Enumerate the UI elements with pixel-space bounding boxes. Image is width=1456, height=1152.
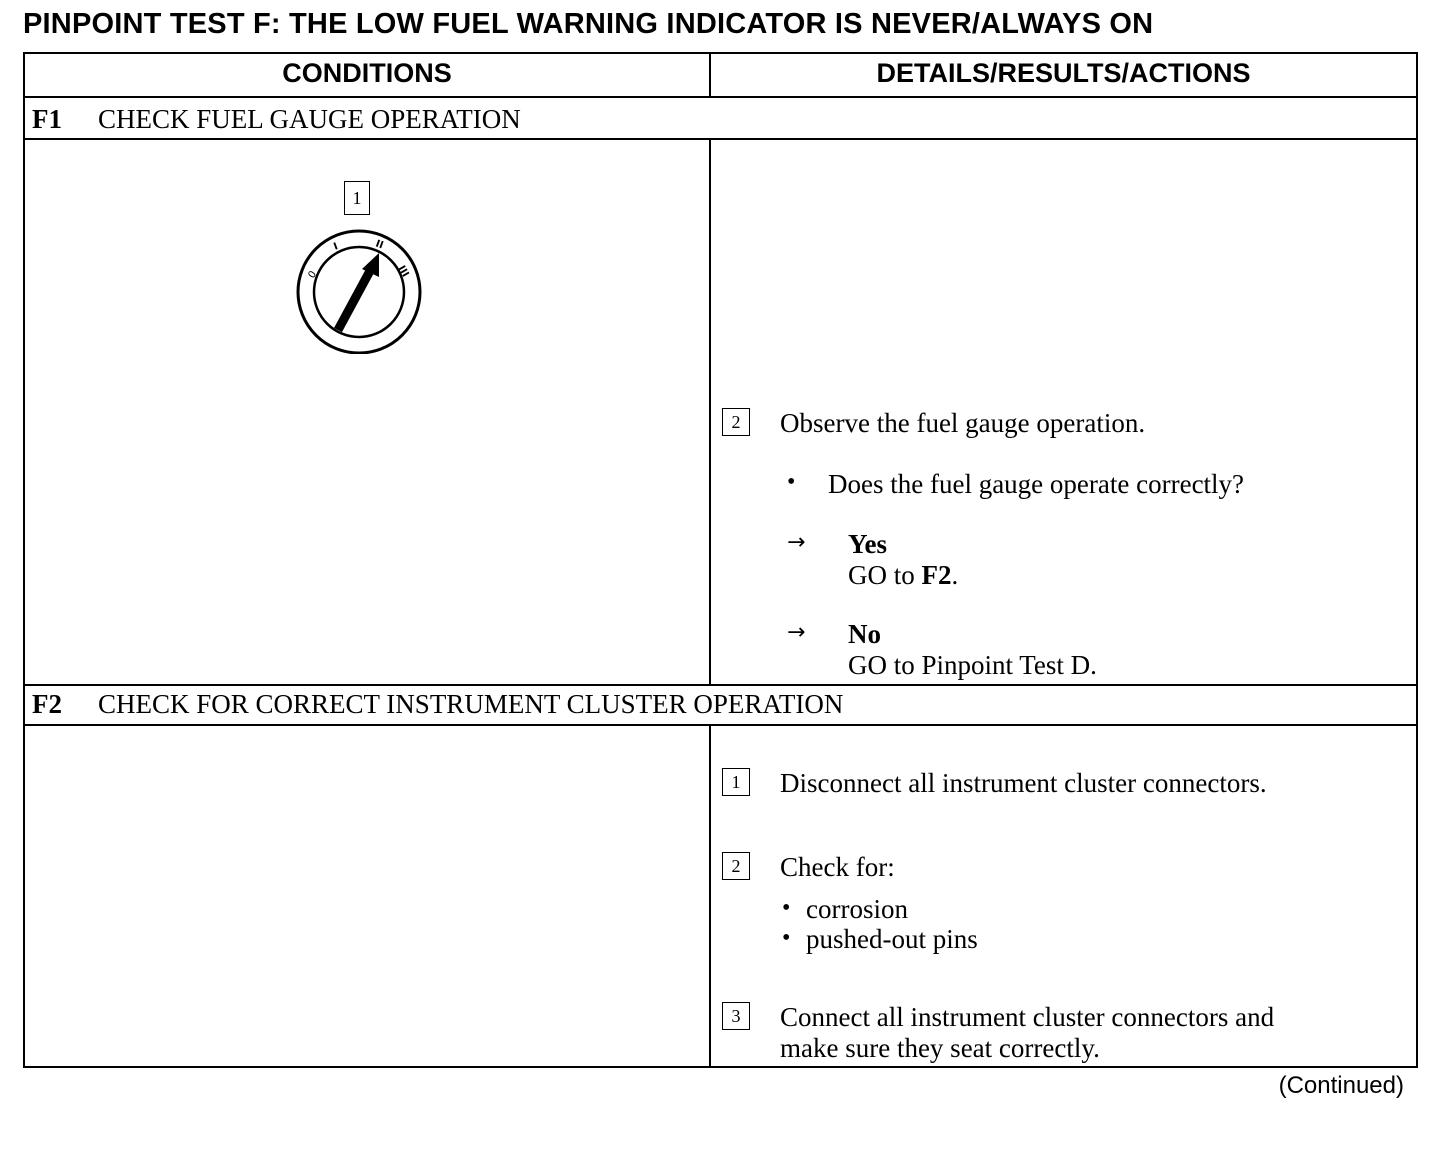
step-f2-id: F2 xyxy=(32,689,62,719)
bullet-icon: • xyxy=(787,469,796,495)
figure-step-number: 1 xyxy=(344,181,370,215)
check-item: pushed-out pins xyxy=(806,924,978,954)
header-rule xyxy=(25,96,1416,98)
arrow-right-icon: → xyxy=(787,530,806,555)
bullet-icon: • xyxy=(782,925,791,951)
yes-action-prefix: GO to xyxy=(848,560,922,590)
f2-step2-text: Check for: xyxy=(780,852,895,882)
ignition-label-0: 0 xyxy=(306,269,320,281)
f2-step2-number: 2 xyxy=(722,852,750,880)
ignition-key-shaft xyxy=(338,269,371,330)
arrow-right-icon: → xyxy=(787,620,806,645)
step-f2-heading xyxy=(32,689,843,720)
f1-heading-rule xyxy=(25,138,1416,140)
bullet-icon: • xyxy=(782,895,791,921)
f2-step1-text: Disconnect all instrument cluster connectors. xyxy=(780,768,1267,798)
step-f2-title: CHECK FOR CORRECT INSTRUMENT CLUSTER OPERATION xyxy=(98,689,844,719)
f2-step1-number: 1 xyxy=(722,768,750,796)
f2-step3-line1: Connect all instrument cluster connectors and xyxy=(780,1002,1275,1032)
ignition-label-3: III xyxy=(395,264,411,280)
column-header-conditions: CONDITIONS xyxy=(282,58,452,88)
header-divider xyxy=(709,54,711,96)
yes-action-suffix: . xyxy=(951,560,959,590)
step-f1-id: F1 xyxy=(32,104,62,134)
f2-heading-rule xyxy=(25,724,1416,726)
f1-question: Does the fuel gauge operate correctly? xyxy=(828,469,1245,499)
pinpoint-table xyxy=(23,52,1418,1068)
yes-label: Yes xyxy=(848,529,887,559)
column-header-details: DETAILS/RESULTS/ACTIONS xyxy=(876,58,1251,88)
page-title: PINPOINT TEST F: THE LOW FUEL WARNING INDICATOR IS NEVER/ALWAYS ON xyxy=(23,8,1154,40)
no-action: GO to Pinpoint Test D. xyxy=(848,650,1097,680)
f2-step3-line2: make sure they seat correctly. xyxy=(780,1033,1100,1063)
f2-top-rule xyxy=(25,684,1416,686)
continued-note: (Continued) xyxy=(1278,1072,1404,1099)
ignition-label-2: II xyxy=(373,238,385,252)
no-label: No xyxy=(848,619,881,649)
f1-step2-text: Observe the fuel gauge operation. xyxy=(780,408,1146,438)
step-f1-title: CHECK FUEL GAUGE OPERATION xyxy=(98,104,521,134)
f2-column-divider xyxy=(709,724,711,1066)
f1-column-divider xyxy=(709,138,711,684)
yes-action xyxy=(848,560,958,591)
f2-step3-number: 3 xyxy=(722,1002,750,1030)
ignition-switch-figure xyxy=(291,224,427,354)
ignition-label-1: I xyxy=(332,241,340,253)
step-f1-heading xyxy=(32,104,521,135)
check-item: corrosion xyxy=(806,894,908,924)
f1-step2-number: 2 xyxy=(722,408,750,436)
yes-action-target: F2 xyxy=(921,560,952,590)
